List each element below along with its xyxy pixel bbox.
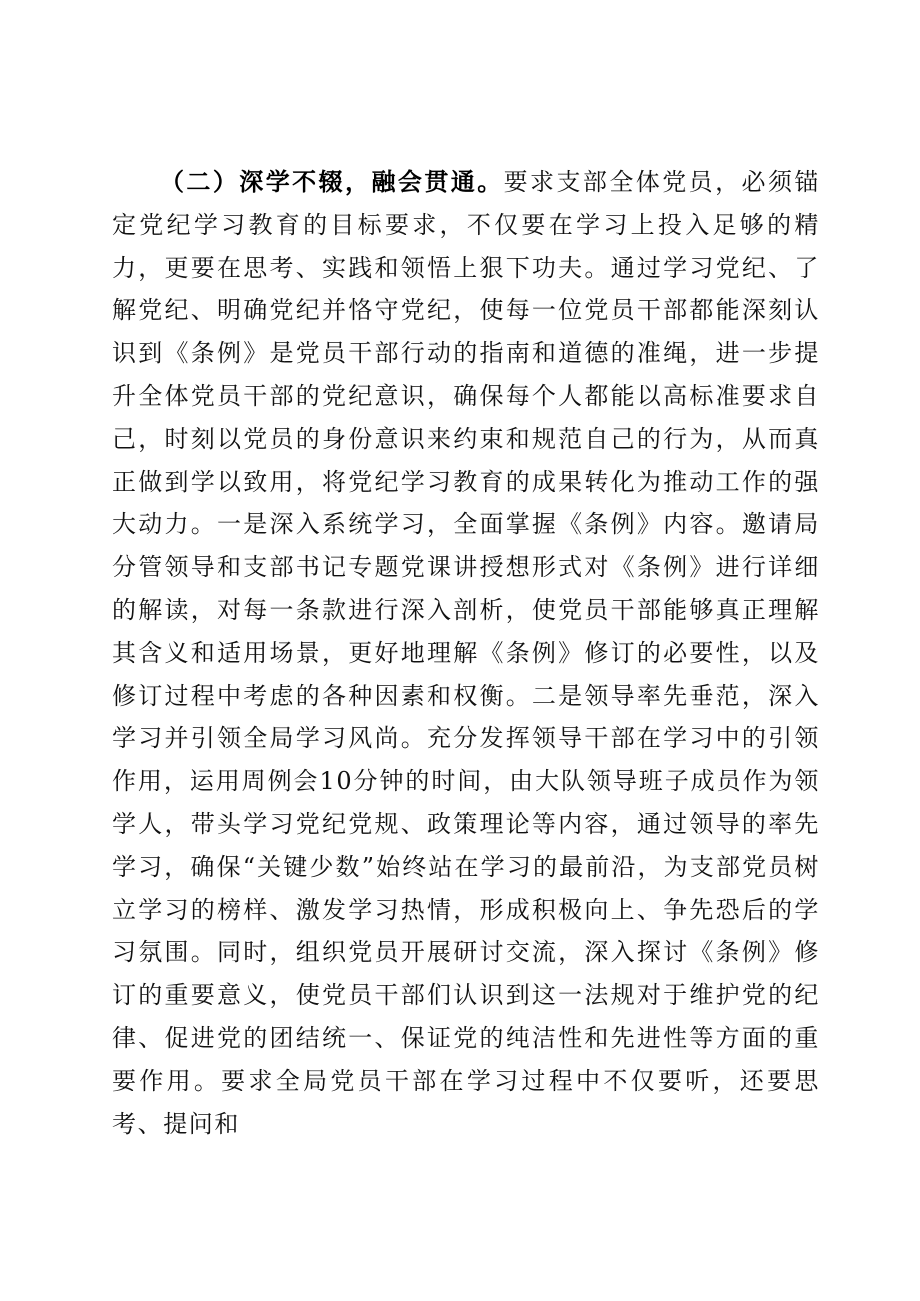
body-paragraph <box>112 161 820 1145</box>
section-heading: （二）深学不辍，融会贯通。 <box>160 168 504 196</box>
paragraph-text: 要求支部全体党员，必须锚定党纪学习教育的目标要求，不仅要在学习上投入足够的精力，更要在思考、实践和领悟上狠下功夫。通过学习党纪、了解党纪、明确党纪并恪守党纪，使每一位党员干部都能深刻认识到《条例》是党员干部行动的指南和道德的准绳，进一步提升全体党员干部的党纪意识，确保每个人都能以高标准要求自己，时刻以党员的身份意识来约束和规范自己的行为，从而真正做到学以致用，将党纪学习教育的成果转化为推动工作的强大动力。一是深入系统学习，全面掌握《条例》内容。邀请局分管领导和支部书记专题党课讲授想形式对《条例》进行详细的解读，对每一条款进行深入剖析，使党员干部能够真正理解其含义和适用场景，更好地理解《条例》修订的必要性，以及修订过程中考虑的各种因素和权衡。二是领导率先垂范，深入学习并引领全局学习风尚。充分发挥领导干部在学习中的引领作用，运用周例会10分钟的时间，由大队领导班子成员作为领学人，带头学习党纪党规、政策理论等内容，通过领导的率先学习，确保“关键少数”始终站在学习的最前沿，为支部党员树立学习的榜样、激发学习热情，形成积极向上、争先恐后的学习氛围。同时，组织党员开展研讨交流，深入探讨《条例》修订的重要意义，使党员干部们认识到这一法规对于维护党的纪律、促进党的团结统一、保证党的纯洁性和先进性等方面的重要作用。要求全局党员干部在学习过程中不仅要听，还要思考、提问和 <box>112 168 820 1138</box>
